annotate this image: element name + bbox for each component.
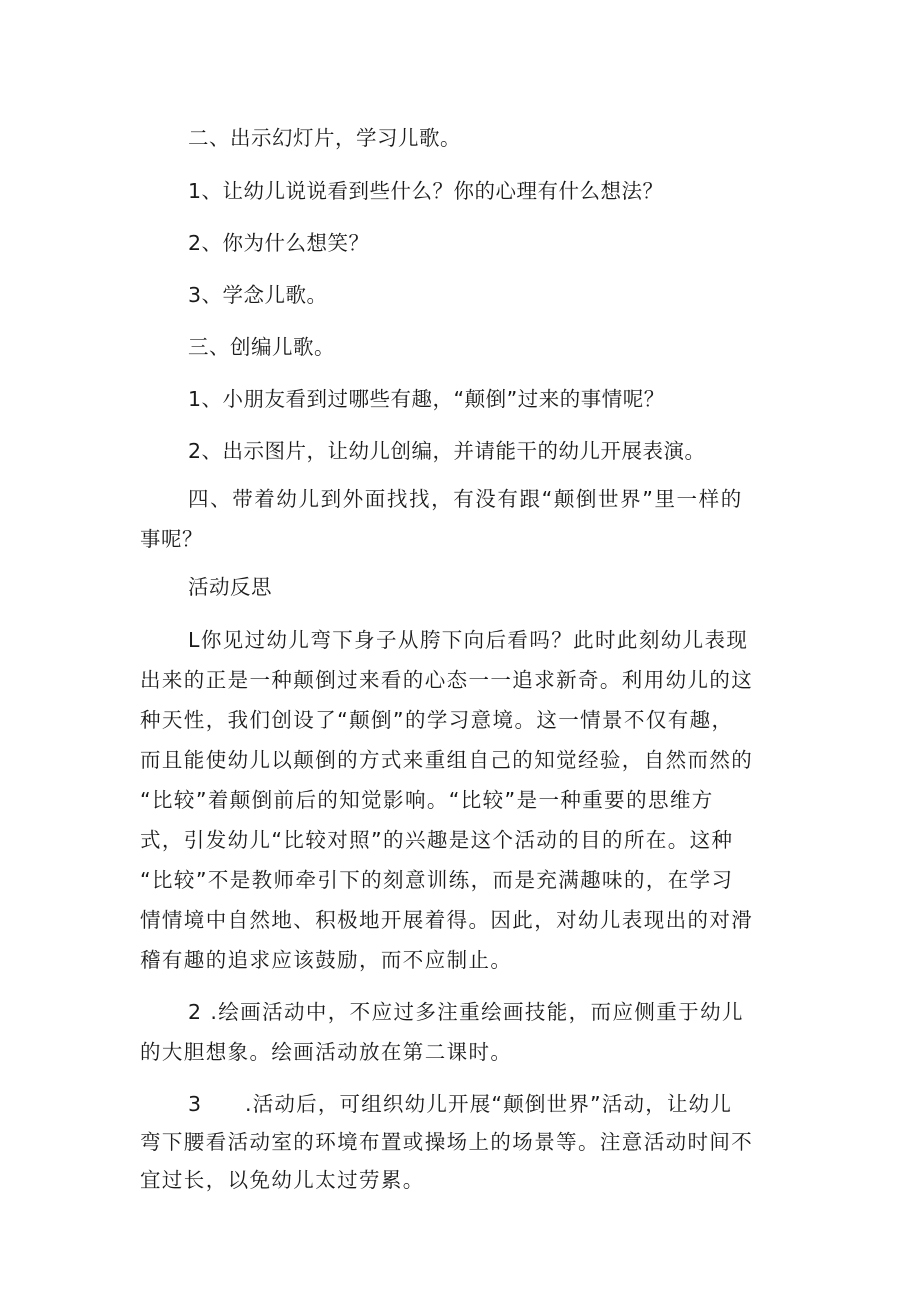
section-3-item-1: 1、小朋友看到过哪些有趣，“颠倒”过来的事情呢？ [188,387,665,411]
section-4-line-1: 四、带着幼儿到外面找找，有没有跟“颠倒世界”里一样的 [188,487,743,511]
section-4-line-2: 事呢？ [140,527,203,551]
reflection-p1-line-3: 种天性，我们创设了“颠倒”的学习意境。这一情景不仅有趣， [140,708,734,732]
reflection-title: 活动反思 [188,575,272,599]
section-2-item-1: 1、让幼儿说说看到些什么？你的心理有什么想法？ [188,179,664,203]
reflection-p1-line-9: 稽有趣的追求应该鼓励，而不应制止。 [140,948,513,972]
reflection-p1-line-5: “比较”着颠倒前后的知觉影响。“比较”是一种重要的思维方 [140,788,714,812]
reflection-p1-line-2: 出来的正是一种颠倒过来看的心态一一追求新奇。利用幼儿的这 [140,668,754,692]
reflection-p1-line-1: L你见过幼儿弯下身子从胯下向后看吗？此时此刻幼儿表现 [188,628,749,652]
reflection-p1-line-7: “比较”不是教师牵引下的刻意训练，而是充满趣味的，在学习 [140,868,734,892]
reflection-p3-line-1: .活动后，可组织幼儿开展“颠倒世界”活动，让幼儿 [245,1092,733,1116]
section-3-title: 三、创编儿歌。 [188,335,335,359]
section-3-item-2: 2、出示图片，让幼儿创编，并请能干的幼儿开展表演。 [188,439,706,463]
reflection-p1-line-4: 而且能使幼儿以颠倒的方式来重组自己的知觉经验，自然而然的 [140,748,754,772]
reflection-p1-line-6: 式，引发幼儿“比较对照”的兴趣是这个活动的目的所在。这种 [140,828,734,852]
section-2-item-3: 3、学念儿歌。 [188,283,328,307]
section-2-item-2: 2、你为什么想笑？ [188,231,370,255]
reflection-p1-line-8: 情情境中自然地、积极地开展着得。因此，对幼儿表现出的对滑 [140,908,754,932]
reflection-p3-line-2: 弯下腰看活动室的环境布置或操场上的场景等。注意活动时间不 [140,1130,754,1154]
reflection-p2-line-2: 的大胆想象。绘画活动放在第二课时。 [140,1040,513,1064]
reflection-p3-number: 3 [188,1092,202,1116]
section-2-title: 二、出示幻灯片，学习儿歌。 [188,126,461,150]
reflection-p3-line-3: 宜过长，以免幼儿太过劳累。 [140,1168,425,1192]
reflection-p2-line-1: 2 .绘画活动中，不应过多注重绘画技能，而应侧重于幼儿 [188,1000,744,1024]
